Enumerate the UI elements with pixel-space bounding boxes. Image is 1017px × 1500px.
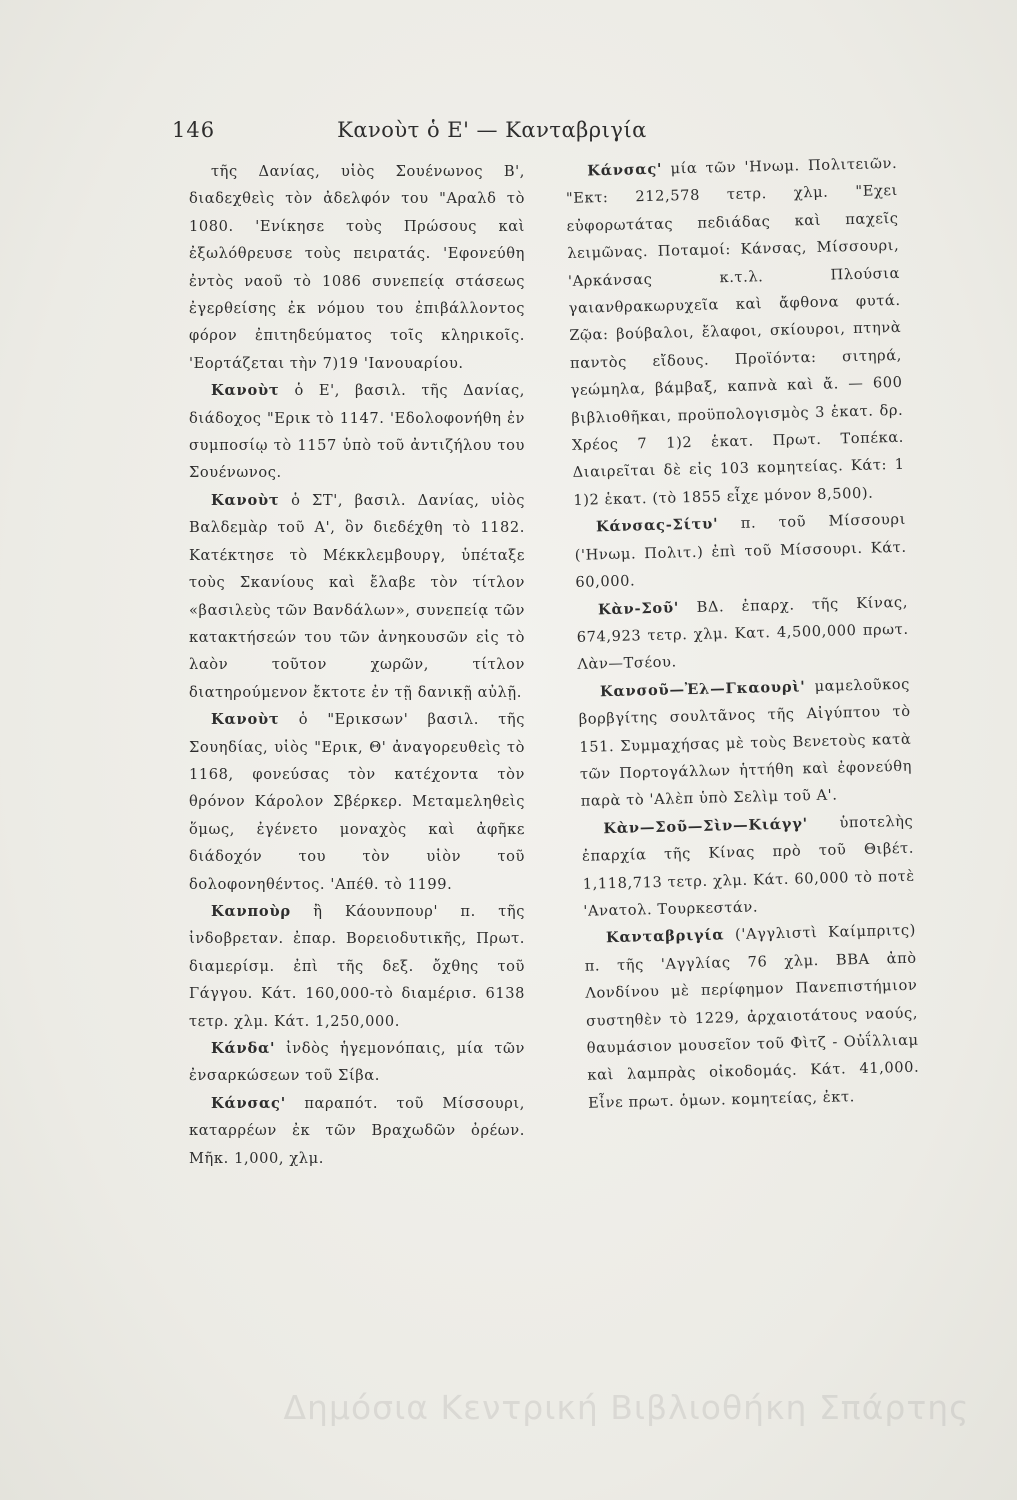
entry-headword: Κανοὺτ xyxy=(211,491,280,509)
entry-headword: Κάνδα' xyxy=(211,1040,276,1057)
entry xyxy=(189,158,525,377)
entry xyxy=(578,670,913,815)
entry-headword: Κάνσας' xyxy=(587,160,663,180)
entry-text: τῆς Δανίας, υἱὸς Σουένωνος Β', διαδεχθεὶς τὸν ἀδελφόν του "Αραλδ τὸ 1080. 'Ενίκησε τοὺς Πρώσους καὶ ἐξωλόθρευσε τοὺς πειρατάς. 'Εφονεύθη ἐντὸς ναοῦ τὸ 1086 συνεπείᾳ στάσεως ἐγερθείσης ἐκ νόμου του ἐπιβάλλοντος φόρον ἐπιτηδεύματος τοῖς κληρικοῖς. 'Εορτάζεται τὴν 7)19 'Ιανουαρίου. xyxy=(189,163,525,372)
entry-headword: Κανοὺτ xyxy=(211,382,280,400)
right-column xyxy=(565,150,920,1117)
entry xyxy=(576,588,910,678)
entry-text: ἢ Κάουνπουρ' π. τῆς ἰνδοβρεταν. ἐπαρ. Βορειοδυτικῆς, Πρωτ. διαμερίσμ. ἐπὶ τῆς δεξ. ὄχθης τοῦ Γάγγου. Κάτ. 160,000-τὸ διαμέρισ. 6138 τετρ. χλμ. Κάτ. 1,250,000. xyxy=(189,902,525,1030)
entry xyxy=(584,917,921,1117)
entry-text: ὁ ΣΤ', βασιλ. Δανίας, υἱὸς Βαλδεμὰρ τοῦ Α', ὃν διεδέχθη τὸ 1182. Κατέκτησε τὸ Μέκκλεμβουργ, ὑπέταξε τοὺς Σκανίους καὶ ἔλαβε τὸν τίτλον «βασιλεὺς τῶν Βανδάλων», συνεπείᾳ τῶν κατακτήσεών του τῶν ἀνηκουσῶν εἰς τὸ λαὸν τοῦτον χωρῶν, τίτλον διατηρούμενον ἔκτοτε ἐν τῇ δανικῇ αὐλῇ. xyxy=(189,491,525,701)
entry-text: ('Αγγλιστὶ Καίμπριτς) π. τῆς 'Αγγλίας 76 χλμ. ΒΒΑ ἀπὸ Λονδίνου μὲ περίφημον Πανεπιστήμιον συστηθὲν τὸ 1229, ἀρχαιοτάτους ναούς, θαυμάσιον μουσεῖον τοῦ Φὶτζ - Οὐΐλλιαμ καὶ λαμπρὰς οἰκοδομάς. Κάτ. 41,000. Εἶνε πρωτ. ὁμων. κομητείας, ἐκτ. xyxy=(584,922,920,1112)
entry xyxy=(189,898,525,1035)
entry-headword: Κὰν-Σοῦ' xyxy=(597,598,680,618)
entry xyxy=(565,150,906,514)
entry-text: μαμελοῦκος βορβγίτης σουλτᾶνος τῆς Αἰγύπτου τὸ 151. Συμμαχήσας μὲ τοὺς Βενετοὺς κατὰ τῶν Πορτογάλλων ἡττήθη καὶ ἐφονεύθη παρὰ τὸ 'Αλὲπ ὑπὸ Σελὶμ τοῦ Α'. xyxy=(578,675,913,811)
entry-headword: Κανταβριγία xyxy=(605,926,725,947)
entry-text: π. τοῦ Μίσσουρι ('Ηνωμ. Πολιτ.) ἐπὶ τοῦ Μίσσουρι. Κάτ. 60,000. xyxy=(574,511,907,591)
entry xyxy=(189,377,525,487)
entry-headword: Κανοὺτ xyxy=(211,711,280,729)
entry-text: μία τῶν 'Ηνωμ. Πολιτειῶν. "Εκτ: 212,578 τετρ. χλμ. "Εχει εὐφορωτάτας πεδιάδας καὶ παχεῖς λειμῶνας. Ποταμοί: Κάνσας, Μίσσουρι, 'Αρκάνσας κ.τ.λ. Πλούσια γαιανθρακωρυχεῖα καὶ ἄφθονα φυτά. Ζῷα: βούβαλοι, ἔλαφοι, σκίουροι, πτηνὰ παντὸς εἴδους. Προϊόντα: σιτηρά, γεώμηλα, βάμβαξ, καπνὰ καὶ ἄ. — 600 βιβλιοθῆκαι, προϋπολογισμὸς 3 ἑκατ. δρ. Χρέος 7 1)2 ἑκατ. Πρωτ. Τοπέκα. Διαιρεῖται δὲ εἰς 103 κομητείας. Κάτ: 1 1)2 ἑκατ. (τὸ 1855 εἶχε μόνον 8,500). xyxy=(565,154,905,509)
entry-text: ΒΔ. ἐπαρχ. τῆς Κίνας, 674,923 τετρ. χλμ. Κατ. 4,500,000 πρωτ. Λὰν—Τσέου. xyxy=(576,593,909,674)
entry-text: ὑποτελὴς ἐπαρχία τῆς Κίνας πρὸ τοῦ Θιβέτ. 1,118,713 τετρ. χλμ. Κάτ. 60,000 τὸ ποτὲ 'Ανατολ. Τουρκεστάν. xyxy=(581,812,915,920)
running-head: Κανοὺτ ὁ Ε' — Κανταβριγία xyxy=(337,118,647,142)
entry-headword: Κάνσας-Σίτυ' xyxy=(595,515,719,536)
entry xyxy=(574,506,908,596)
entry-headword: Κανσοῦ—Ἐλ—Γκαουρὶ' xyxy=(599,678,806,701)
library-watermark: Δημόσια Κεντρική Βιβλιοθήκη Σπάρτης xyxy=(283,1388,970,1427)
entry xyxy=(189,1090,525,1172)
entry-headword: Κάνσας' xyxy=(211,1094,286,1112)
page-number: 146 xyxy=(172,118,216,142)
entry xyxy=(189,706,525,898)
entry-headword: Κὰν—Σοῦ—Σὶν—Κιάγγ' xyxy=(603,815,809,838)
entry xyxy=(189,1035,525,1090)
left-column xyxy=(189,158,525,1172)
entry-text: ὁ Ε', βασιλ. τῆς Δανίας, διάδοχος "Ερικ τὸ 1147. 'Εδολοφονήθη ἐν συμποσίῳ τὸ 1157 ὑπὸ τοῦ ἀντιζήλου του Σουένωνος. xyxy=(189,382,525,482)
entry-headword: Κανποὺρ xyxy=(211,902,291,920)
entry-text: ὁ "Ερικσων' βασιλ. τῆς Σουηδίας, υἱὸς "Ερικ, Θ' ἀναγορευθεὶς τὸ 1168, φονεύσας τὸν κατέχοντα τὸν θρόνον Κάρολον Σβέρκερ. Μεταμεληθεὶς ὅμως, ἐγένετο μοναχὸς καὶ ἀφῆκε διάδοχόν του τὸν υἱὸν τοῦ δολοφονηθέντος. 'Απέθ. τὸ 1199. xyxy=(189,711,525,893)
page-header xyxy=(172,118,752,150)
entry xyxy=(581,807,916,925)
entry-text: παραπότ. τοῦ Μίσσουρι, καταρρέων ἐκ τῶν Βραχωδῶν ὀρέων. Μῆκ. 1,000, χλμ. xyxy=(189,1094,525,1167)
entry-text: ἰνδὸς ἡγεμονόπαις, μία τῶν ἐνσαρκώσεων τοῦ Σίβα. xyxy=(189,1040,525,1085)
entry xyxy=(189,487,525,706)
